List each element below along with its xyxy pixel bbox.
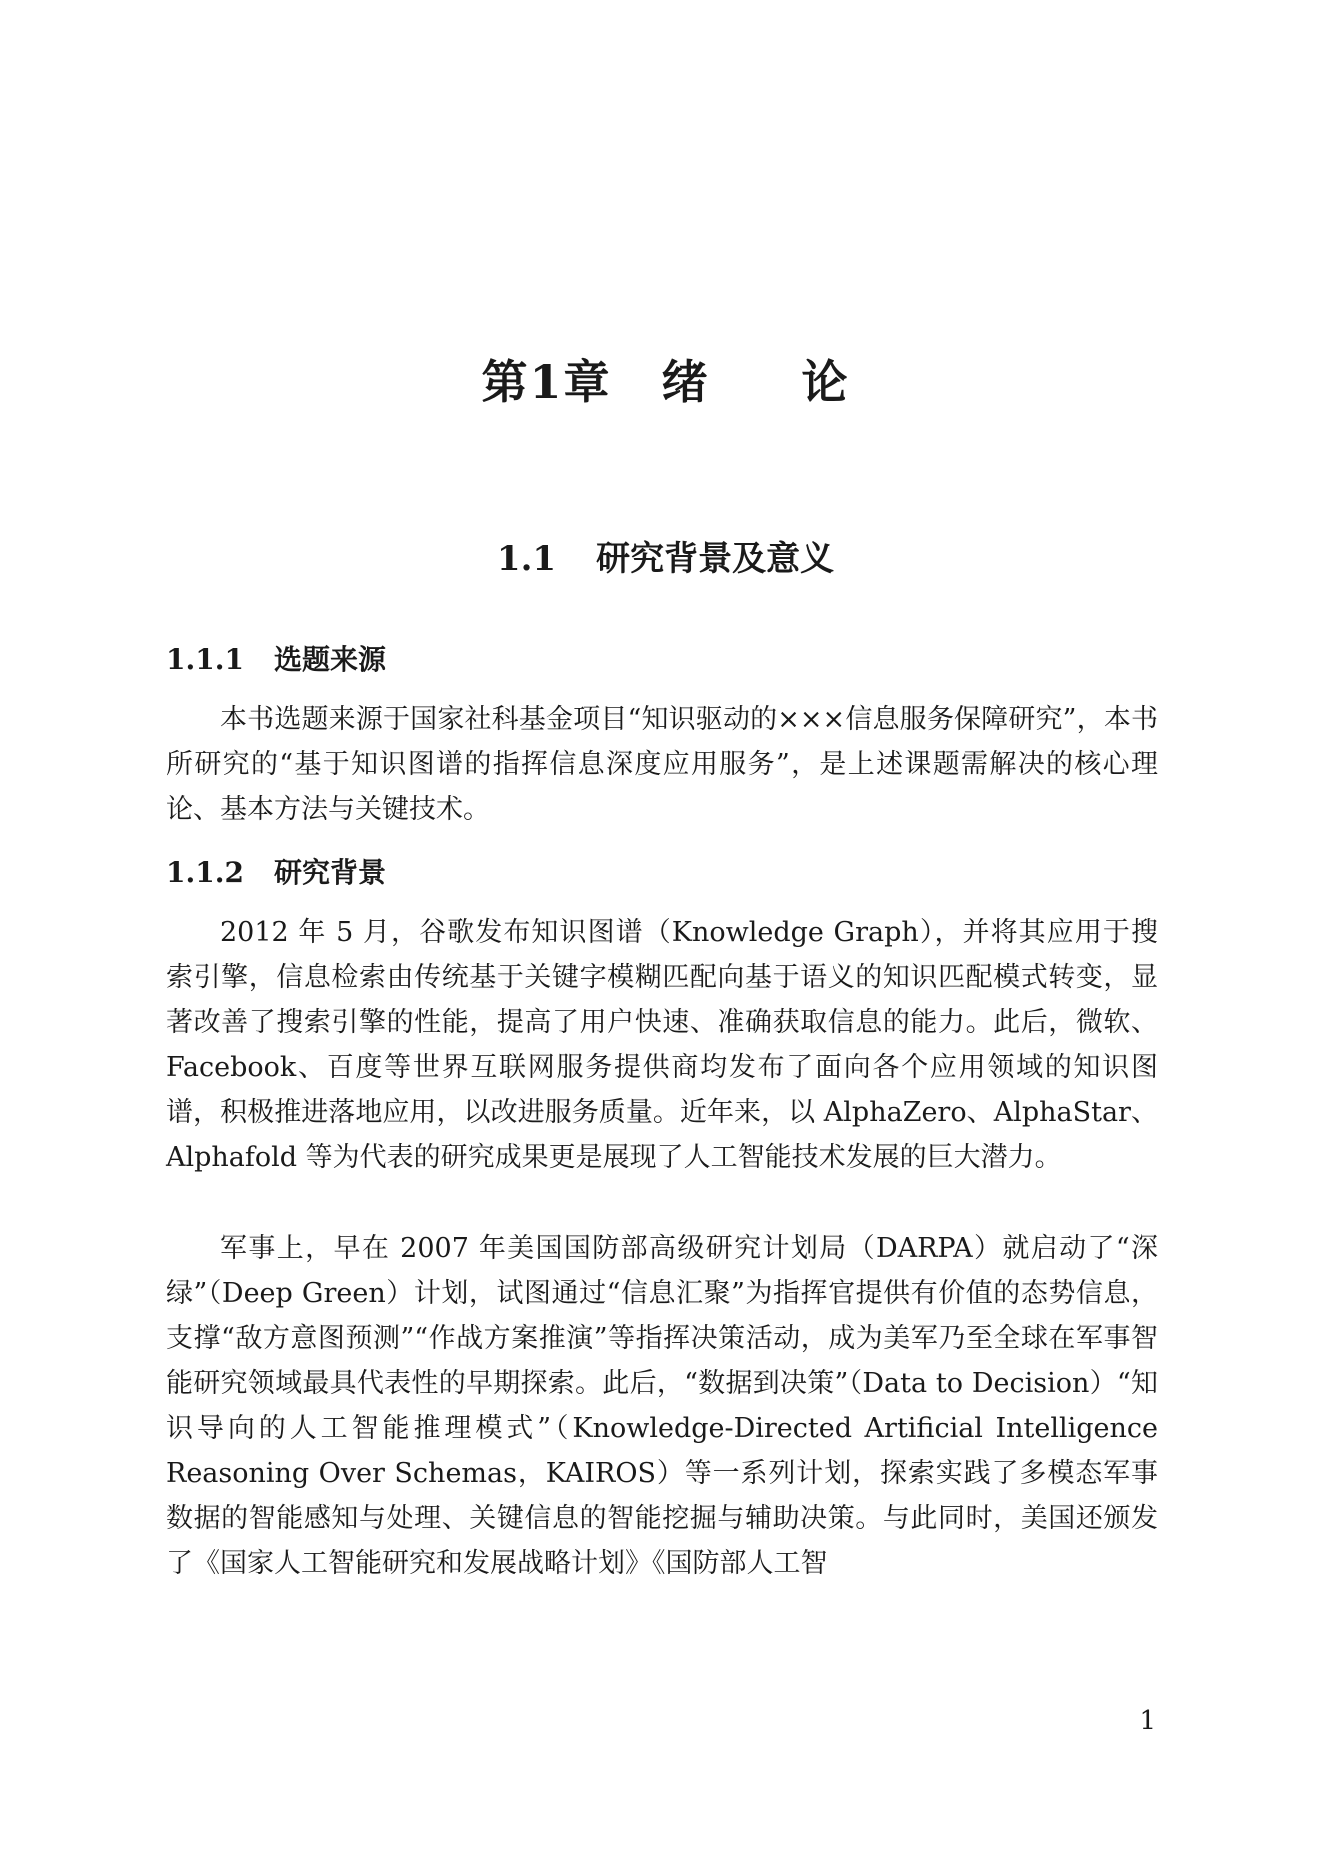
- chapter-title-part1: 绪: [661, 355, 710, 409]
- subsection-title-text: 研究背景: [273, 856, 386, 889]
- subsection-number: 1.1.2: [166, 856, 244, 889]
- body-paragraph: 本书选题来源于国家社科基金项目“知识驱动的×××信息服务保障研究”，本书所研究的“基于知识图谱的指挥信息深度应用服务”，是上述课题需解决的核心理论、基本方法与关键技术。: [166, 704, 1158, 825]
- chapter-title: [0, 352, 1331, 412]
- section-title-text: 研究背景及意义: [596, 539, 835, 579]
- body-paragraph: 2012 年 5 月，谷歌发布知识图谱（Knowledge Graph），并将其应用于搜索引擎，信息检索由传统基于关键字模糊匹配向基于语义的知识匹配模式转变，显著改善了搜索引擎的性能，提高了用户快速、准确获取信息的能力。此后，微软、Facebook、百度等世界互联网服务提供商均发布了面向各个应用领域的知识图谱，积极推进落地应用，以改进服务质量。近年来，以 AlphaZero、AlphaStar、Alphafold 等为代表的研究成果更是展现了人工智能技术发展的巨大潜力。: [166, 917, 1158, 1173]
- subsection-heading: [166, 640, 386, 680]
- subsection-title-text: 选题来源: [273, 643, 386, 676]
- chapter-title-part2: 论: [801, 355, 850, 409]
- chapter-number: 1: [529, 355, 564, 409]
- section-heading: [0, 536, 1331, 582]
- page-number: 1: [1139, 1706, 1156, 1736]
- subsection-heading: [166, 853, 386, 893]
- subsection-number: 1.1.1: [166, 643, 244, 676]
- section-number: 1.1: [496, 539, 557, 579]
- chapter-suffix: 章: [563, 355, 612, 409]
- chapter-prefix: 第: [481, 355, 530, 409]
- body-paragraph: 军事上，早在 2007 年美国国防部高级研究计划局（DARPA）就启动了“深绿”（Deep Green）计划，试图通过“信息汇聚”为指挥官提供有价值的态势信息，支撑“敌方意图预测”“作战方案推演”等指挥决策活动，成为美军乃至全球在军事智能研究领域最具代表性的早期探索。此后，“数据到决策”（Data to Decision）“知识导向的人工智能推理模式”（Knowledge-Directed Artificial Intelligence Reasoning Over Schemas，KAIROS）等一系列计划，探索实践了多模态军事数据的智能感知与处理、关键信息的智能挖掘与辅助决策。与此同时，美国还颁发了《国家人工智能研究和发展战略计划》《国防部人工智: [166, 1233, 1158, 1579]
